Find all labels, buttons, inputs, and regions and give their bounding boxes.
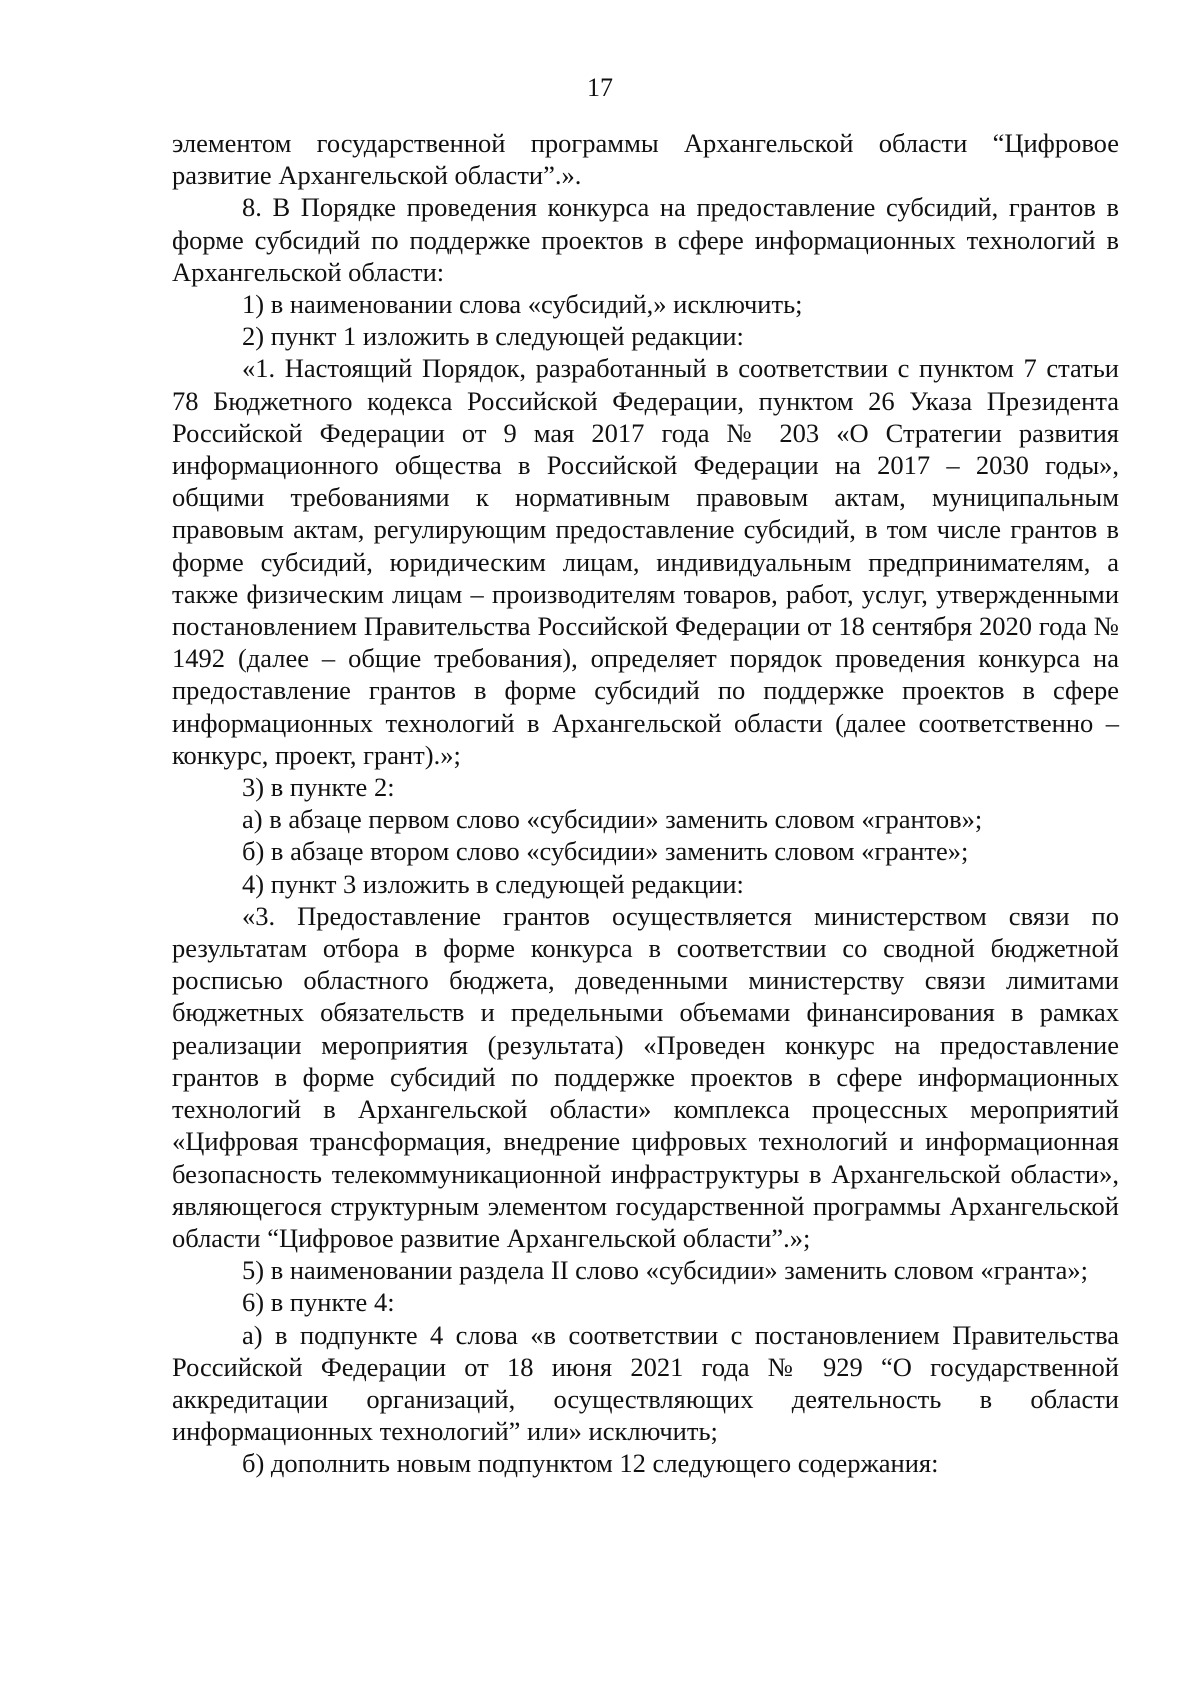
paragraph-1: элементом государственной программы Архангельской области “Цифровое развитие Архангельской области”.».	[172, 128, 1119, 191]
paragraph-5: «1. Настоящий Порядок, разработанный в соответствии с пунктом 7 статьи 78 Бюджетного кодекса Российской Федерации, пунктом 26 Указа Президента Российской Федерации от 9 мая 2017 года № 203 «О Стратегии развития информационного общества в Российской Федерации на 2017 – 2030 годы», общими требованиями к нормативным правовым актам, муниципальным правовым актам, регулирующим предоставление субсидий, в том числе грантов в форме субсидий, юридическим лицам, индивидуальным предпринимателям, а также физическим лицам – производителям товаров, работ, услуг, утвержденными постановлением Правительства Российской Федерации от 18 сентября 2020 года № 1492 (далее – общие требования), определяет порядок проведения конкурса на предоставление грантов в форме субсидий по поддержке проектов в сфере информационных технологий в Архангельской области (далее соответственно – конкурс, проект, грант).»;	[172, 353, 1119, 770]
paragraph-14: б) дополнить новым подпунктом 12 следующего содержания:	[242, 1448, 939, 1479]
paragraph-11: 5) в наименовании раздела II слово «субсидии» заменить словом «гранта»;	[242, 1255, 1089, 1286]
paragraph-7: а) в абзаце первом слово «субсидии» заменить словом «грантов»;	[242, 804, 983, 835]
paragraph-6: 3) в пункте 2:	[242, 772, 395, 803]
paragraph-9: 4) пункт 3 изложить в следующей редакции:	[242, 868, 744, 899]
paragraph-12: 6) в пункте 4:	[242, 1287, 395, 1318]
paragraph-10: «3. Предоставление грантов осуществляется министерством связи по результатам отбора в форме конкурса в соответствии со сводной бюджетной росписью областного бюджета, доведенными министерству связи лимитами бюджетных обязательств и предельными объемами финансирования в рамках реализации мероприятия (результата) «Проведен конкурс на предоставление грантов в форме субсидий по поддержке проектов в сфере информационных технологий в Архангельской области» комплекса процессных мероприятий «Цифровая трансформация, внедрение цифровых технологий и информационная безопасность телекоммуникационной инфраструктуры в Архангельской области», являющегося структурным элементом государственной программы Архангельской области “Цифровое развитие Архангельской области”.»;	[172, 900, 1119, 1253]
page-number: 17	[587, 73, 613, 102]
document-body	[172, 127, 1119, 1480]
paragraph-8: б) в абзаце втором слово «субсидии» заменить словом «гранте»;	[242, 836, 969, 867]
paragraph-4: 2) пункт 1 изложить в следующей редакции:	[242, 321, 744, 352]
paragraph-2: 8. В Порядке проведения конкурса на предоставление субсидий, грантов в форме субсидий по поддержке проектов в сфере информационных технологий в Архангельской области:	[172, 192, 1119, 287]
paragraph-13: а) в подпункте 4 слова «в соответствии с постановлением Правительства Российской Федерации от 18 июня 2021 года № 929 “О государственной аккредитации организаций, осуществляющих деятельность в области информационных технологий” или» исключить;	[172, 1319, 1119, 1447]
paragraph-3: 1) в наименовании слова «субсидий,» исключить;	[242, 289, 803, 320]
